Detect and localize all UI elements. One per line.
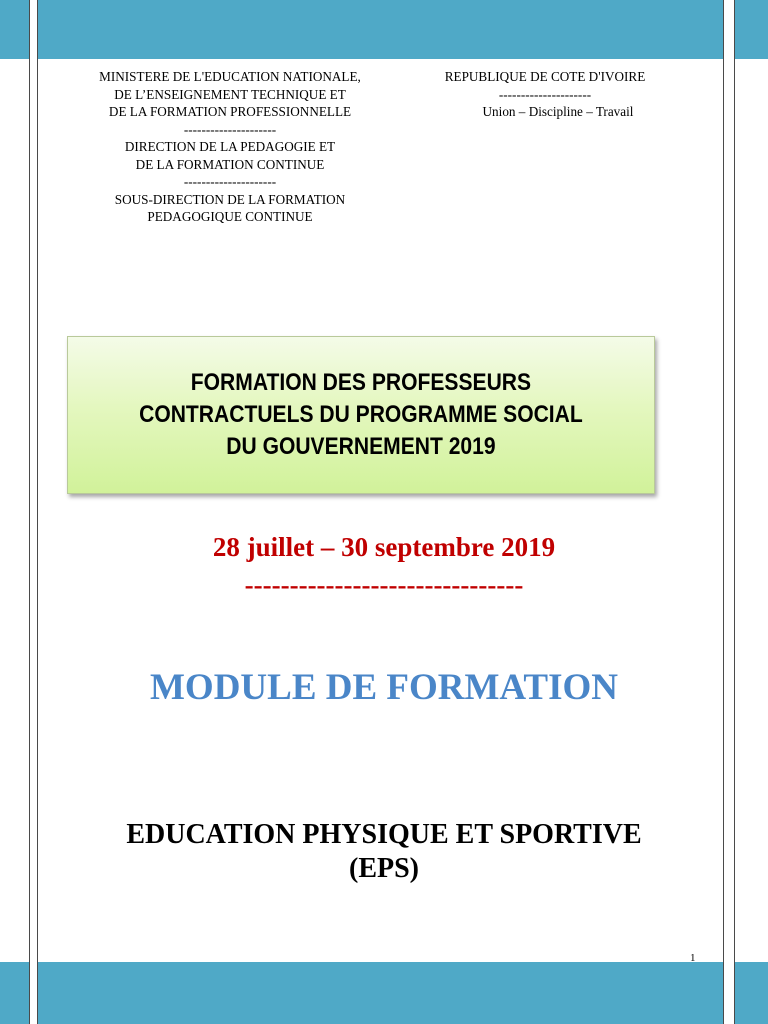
- title-line: CONTRACTUELS DU PROGRAMME SOCIAL: [139, 401, 583, 428]
- subject-title: [0, 818, 768, 886]
- header-separator: ---------------------: [498, 86, 592, 102]
- bottom-band: [0, 962, 768, 1024]
- page-number: 1: [690, 952, 696, 964]
- direction-line: DIRECTION DE LA PEDAGOGIE ET: [124, 139, 336, 154]
- module-title: MODULE DE FORMATION: [150, 667, 618, 708]
- subject-line: EDUCATION PHYSIQUE ET SPORTIVE: [126, 819, 642, 850]
- title-line: DU GOUVERNEMENT 2019: [226, 433, 496, 460]
- title-line: FORMATION DES PROFESSEURS: [190, 369, 532, 396]
- document-title: [139, 367, 583, 463]
- direction-line: DE LA FORMATION CONTINUE: [135, 156, 325, 172]
- country-name: REPUBLIQUE DE COTE D'IVOIRE: [444, 69, 646, 84]
- republic-header: [430, 68, 660, 121]
- national-motto: Union – Discipline – Travail: [482, 104, 634, 119]
- header-separator: ---------------------: [183, 174, 277, 189]
- subdirection-line: PEDAGOGIQUE CONTINUE: [147, 209, 313, 224]
- ministry-line: MINISTERE DE L'EDUCATION NATIONALE,: [99, 69, 361, 84]
- title-box: [67, 336, 655, 494]
- header-separator: ---------------------: [183, 121, 277, 137]
- subject-abbreviation: (EPS): [349, 853, 419, 884]
- dates-separator: -------------------------------: [244, 570, 524, 600]
- top-band: [0, 0, 768, 59]
- subdirection-line: SOUS-DIRECTION DE LA FORMATION: [114, 191, 346, 207]
- ministry-line: DE LA FORMATION PROFESSIONNELLE: [108, 104, 352, 119]
- training-dates: 28 juillet – 30 septembre 2019: [212, 532, 556, 562]
- ministry-line: DE L’ENSEIGNEMENT TECHNIQUE ET: [114, 86, 346, 102]
- ministry-header: [70, 68, 390, 226]
